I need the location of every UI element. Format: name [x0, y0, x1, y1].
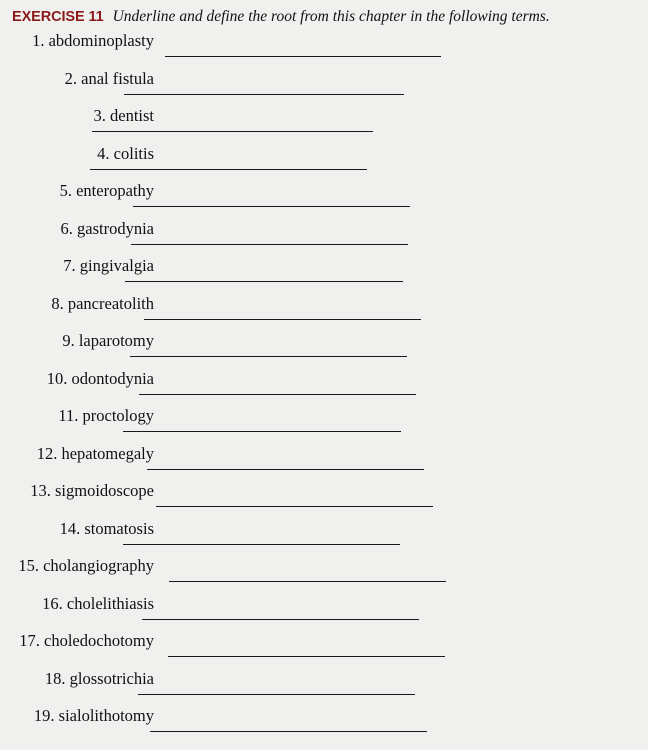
item-term: sigmoidoscope — [55, 481, 154, 500]
exercise-item — [6, 407, 642, 445]
answer-write-in-line[interactable] — [165, 56, 441, 57]
item-number: 16. — [42, 593, 63, 613]
item-term: proctology — [82, 406, 154, 425]
item-number: 13. — [30, 481, 51, 500]
exercise-item-text — [6, 145, 154, 164]
item-number: 14. — [59, 518, 81, 538]
exercise-item — [6, 107, 642, 145]
answer-write-in-line[interactable] — [130, 356, 407, 357]
answer-write-in-line[interactable] — [90, 169, 367, 170]
answer-write-in-line[interactable] — [138, 694, 415, 695]
item-term: stomatosis — [84, 518, 154, 538]
exercise-item-text — [6, 482, 154, 501]
exercise-item-text — [6, 407, 154, 426]
item-number: 5. — [59, 181, 72, 200]
exercise-item — [6, 520, 642, 558]
answer-write-in-line[interactable] — [133, 206, 410, 207]
exercise-item-text — [6, 32, 154, 51]
exercise-item — [6, 220, 642, 258]
answer-write-in-line[interactable] — [144, 319, 421, 320]
answer-write-in-line[interactable] — [147, 469, 424, 470]
item-number: 17. — [19, 631, 40, 650]
item-number: 10. — [46, 368, 68, 388]
item-term: choledochotomy — [44, 631, 154, 650]
exercise-item — [6, 332, 642, 370]
exercise-item — [6, 295, 642, 333]
item-number: 4. — [97, 143, 110, 163]
item-term: dentist — [110, 106, 154, 125]
exercise-item — [6, 595, 642, 633]
exercise-item-text — [6, 332, 154, 351]
item-term: abdominoplasty — [48, 31, 154, 50]
exercise-item — [6, 445, 642, 483]
exercise-item — [6, 145, 642, 183]
item-number: 11. — [58, 406, 79, 425]
item-number: 15. — [18, 556, 39, 575]
exercise-item — [6, 32, 642, 70]
item-term: gastrodynia — [77, 218, 154, 238]
item-term: sialolithotomy — [58, 706, 154, 725]
exercise-instruction: Underline and define the root from this chapter in the following terms. — [112, 8, 550, 25]
exercise-item-text — [6, 557, 154, 576]
item-number: 8. — [51, 293, 64, 313]
exercise-item-text — [6, 632, 154, 651]
answer-write-in-line[interactable] — [168, 656, 445, 657]
answer-write-in-line[interactable] — [123, 431, 401, 432]
exercise-item — [6, 670, 642, 708]
exercise-item-list — [6, 32, 642, 745]
item-term: hepatomegaly — [61, 443, 154, 463]
exercise-item-text — [6, 520, 154, 539]
item-term: enteropathy — [76, 181, 154, 200]
answer-write-in-line[interactable] — [123, 544, 400, 545]
exercise-header — [6, 6, 642, 30]
answer-write-in-line[interactable] — [131, 244, 408, 245]
item-number: 19. — [33, 706, 55, 725]
answer-write-in-line[interactable] — [150, 731, 427, 732]
exercise-item — [6, 182, 642, 220]
answer-write-in-line[interactable] — [142, 619, 419, 620]
item-number: 2. — [64, 68, 78, 88]
item-term: gingivalgia — [79, 256, 154, 275]
exercise-item — [6, 370, 642, 408]
exercise-item-text — [6, 257, 154, 276]
item-term: anal fistula — [81, 68, 154, 88]
exercise-item-text — [6, 182, 154, 201]
item-number: 3. — [93, 106, 106, 125]
item-number: 7. — [63, 256, 76, 275]
exercise-item — [6, 557, 642, 595]
item-term: colitis — [113, 143, 154, 163]
exercise-item-text — [6, 70, 154, 89]
item-number: 9. — [62, 331, 75, 350]
item-number: 18. — [44, 668, 66, 688]
answer-write-in-line[interactable] — [125, 281, 403, 282]
answer-write-in-line[interactable] — [139, 394, 416, 395]
answer-write-in-line[interactable] — [124, 94, 404, 95]
exercise-label: EXERCISE 11 — [12, 9, 104, 25]
exercise-item-text — [6, 707, 154, 726]
item-term: glossotrichia — [69, 668, 154, 688]
exercise-item-text — [6, 107, 154, 126]
exercise-item-text — [6, 595, 154, 614]
answer-write-in-line[interactable] — [169, 581, 446, 582]
exercise-item — [6, 707, 642, 745]
item-number: 6. — [60, 218, 73, 238]
exercise-item-text — [6, 295, 154, 314]
exercise-item — [6, 482, 642, 520]
exercise-item-text — [6, 445, 154, 464]
item-term: cholelithiasis — [66, 593, 154, 613]
exercise-item — [6, 632, 642, 670]
item-term: pancreatolith — [67, 293, 154, 313]
exercise-item — [6, 70, 642, 108]
answer-write-in-line[interactable] — [156, 506, 433, 507]
item-term: odontodynia — [71, 368, 154, 388]
exercise-item-text — [6, 670, 154, 689]
answer-write-in-line[interactable] — [92, 131, 373, 132]
item-number: 12. — [36, 443, 58, 463]
item-number: 1. — [32, 31, 45, 50]
item-term: laparotomy — [78, 331, 154, 350]
exercise-item-text — [6, 220, 154, 239]
exercise-item-text — [6, 370, 154, 389]
exercise-item — [6, 257, 642, 295]
item-term: cholangiography — [43, 556, 154, 575]
